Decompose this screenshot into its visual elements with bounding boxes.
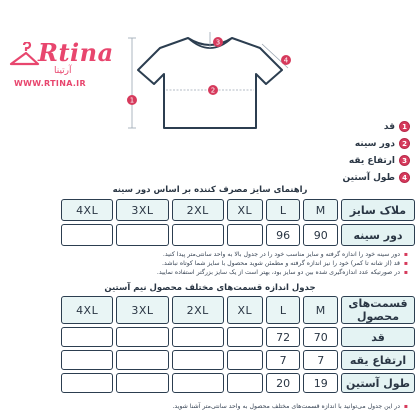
size-header: L (266, 296, 301, 324)
table-cell: 90 (303, 224, 338, 246)
table-cell (116, 224, 168, 246)
size-header: 4XL (61, 199, 113, 221)
tshirt-outline (138, 38, 282, 128)
note-item: ▪ در صورتیکه عدد اندازه‌گیری شده بین دو سایز بود، بهتر است از یک سایز بزرگتر استفاده نمایید. (12, 268, 408, 277)
product-measurement-table (58, 293, 418, 396)
size-header: L (266, 199, 301, 221)
row-label: دور سینه (341, 224, 415, 246)
table-cell (227, 224, 263, 246)
legend-label: دور سینه (354, 138, 395, 149)
table-cell (227, 327, 263, 347)
table-cell (61, 373, 113, 393)
table-row (61, 350, 415, 370)
row-label: ارتفاع یقه (341, 350, 415, 370)
size-header: XL (227, 199, 263, 221)
table-cell (172, 350, 224, 370)
row-label: قد (341, 327, 415, 347)
marker-chest (208, 85, 218, 95)
number-badge-icon: 3 (399, 155, 410, 166)
svg-text:4: 4 (283, 56, 289, 65)
legend-item-sleeve (290, 169, 410, 186)
number-badge-icon: 1 (399, 121, 410, 132)
svg-text:3: 3 (215, 38, 221, 47)
legend-item-chest (290, 135, 410, 152)
table-row (61, 373, 415, 393)
number-badge-icon: 4 (399, 172, 410, 183)
legend-label: طول آستین (342, 172, 395, 183)
size-guide-notes (12, 250, 408, 277)
table-cell (61, 327, 113, 347)
marker-height (127, 95, 137, 105)
size-header: 4XL (61, 296, 113, 324)
legend-item-height (290, 118, 410, 135)
chest-size-guide-title: راهنمای سایز مصرف کننده بر اساس دور سینه (112, 185, 308, 195)
marker-neck (213, 37, 223, 47)
size-header: 2XL (172, 296, 224, 324)
size-header: 3XL (116, 199, 168, 221)
table-cell (172, 327, 224, 347)
table-row (61, 327, 415, 347)
svg-text:1: 1 (129, 96, 135, 105)
size-header: 2XL (172, 199, 224, 221)
brand-logo (8, 38, 114, 96)
table-cell: 19 (303, 373, 338, 393)
svg-text:2: 2 (210, 86, 216, 95)
chest-size-table (58, 196, 418, 249)
note-item: ▪ دور سینه خود را اندازه گرفته و سایز مناسب خود را در جدول بالا به واحد سانتی‌متر پیدا کنید. (12, 250, 408, 259)
size-header: M (303, 199, 338, 221)
table-cell (227, 373, 263, 393)
size-header: M (303, 296, 338, 324)
number-badge-icon: 2 (399, 138, 410, 149)
legend-label: ارتفاع یقه (348, 155, 395, 166)
table-cell (172, 224, 224, 246)
table-cell (61, 224, 113, 246)
table-row (61, 224, 415, 246)
note-item: ▪ قد (از شانه تا کمر) خود را نیز اندازه گرفته و مطمئن شوید محصول با سایز شما کوتاه نباشد. (12, 259, 408, 268)
table-row (61, 199, 415, 221)
table-cell (116, 350, 168, 370)
table-header-label: قسمت‌های محصول (341, 296, 415, 324)
size-header: XL (227, 296, 263, 324)
table-cell: 7 (266, 350, 301, 370)
size-header: 3XL (116, 296, 168, 324)
table-cell (172, 373, 224, 393)
table-cell (61, 350, 113, 370)
table-cell: 70 (303, 327, 338, 347)
table-cell (116, 373, 168, 393)
table-cell: 72 (266, 327, 301, 347)
table-cell: 96 (266, 224, 301, 246)
tshirt-diagram (110, 30, 310, 130)
legend-label: قد (383, 121, 395, 132)
logo-persian: آرتینا (54, 66, 72, 76)
table-cell: 20 (266, 373, 301, 393)
note-item: ▪ در این جدول می‌توانید با اندازه قسمت‌های مختلف محصول به واحد سانتی‌متر آشنا شوید. (12, 402, 408, 411)
table-cell (227, 350, 263, 370)
product-size-table-title: جدول اندازه قسمت‌های مختلف محصول نیم آستین (104, 283, 316, 293)
product-table-notes (12, 402, 408, 411)
hanger-logo-icon (8, 42, 40, 70)
marker-sleeve (281, 55, 291, 65)
measurement-legend (290, 118, 410, 186)
table-header-label: ملاک سایز (341, 199, 415, 221)
table-cell (116, 327, 168, 347)
logo-url[interactable]: WWW.RTINA.IR (14, 79, 86, 88)
row-label: طول آستین (341, 373, 415, 393)
legend-item-neck (290, 152, 410, 169)
logo-wordmark: Rtina (38, 38, 114, 67)
table-cell: 7 (303, 350, 338, 370)
table-row (61, 296, 415, 324)
